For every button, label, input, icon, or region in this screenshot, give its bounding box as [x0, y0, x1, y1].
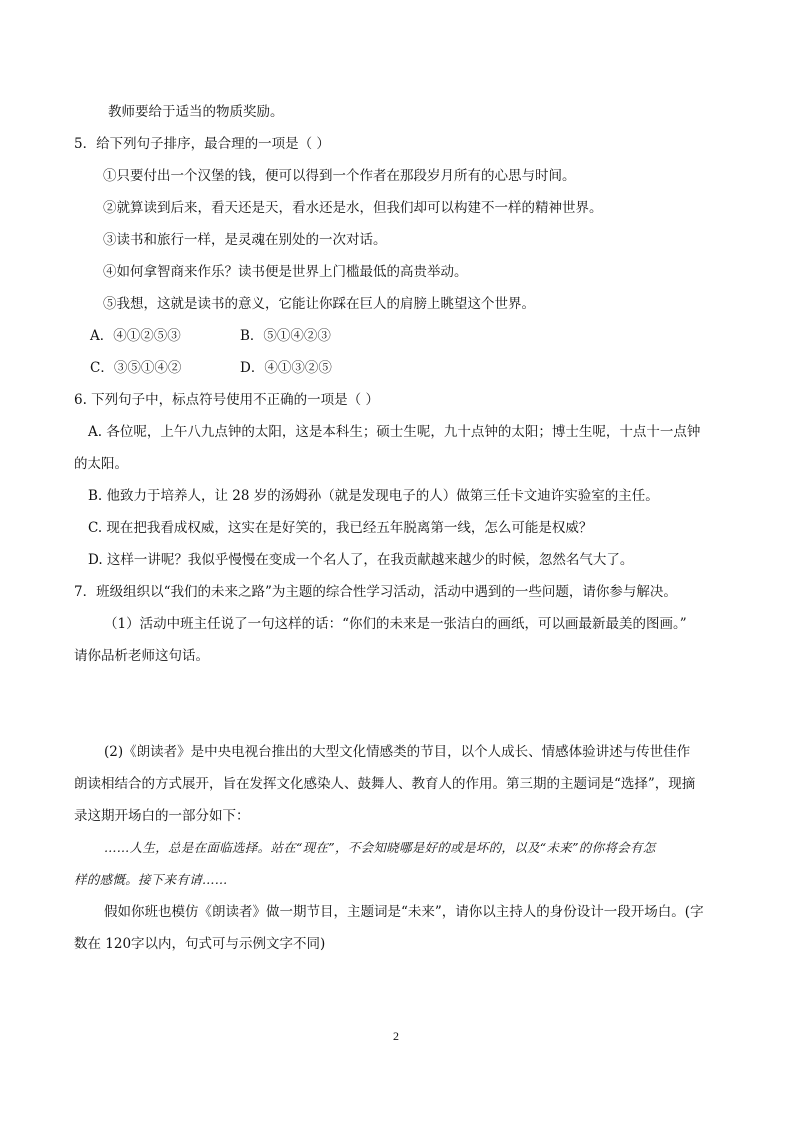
excerpt-line-2: 样的感慨。接下来有请……: [74, 872, 228, 887]
question-6-option-a: A. 各位呢，上午八九点钟的太阳，这是本科生；硕士生呢，九十点钟的太阳；博士生呢，十点十一点钟: [88, 424, 701, 440]
question-6-option-a-cont: 的太阳。: [74, 456, 128, 472]
question-7-task-cont: 数在 120字以内，句式可与示例文字不同): [74, 936, 326, 952]
question-5-stem: 5．给下列句子排序，最合理的一项是（ ）: [74, 136, 330, 152]
question-5-option-d: D．④①③②⑤: [240, 360, 332, 376]
question-7-part-1: （1）活动中班主任说了一句这样的话：“你们的未来是一张洁白的画纸，可以画最新最美的图画。”: [104, 616, 687, 632]
question-5-sentence-4: ④如何拿智商来作乐？读书便是世界上门槛最低的高贵举动。: [103, 264, 468, 280]
question-6-option-c: C. 现在把我看成权威，这实在是好笑的，我已经五年脱离第一线，怎么可能是权威？: [88, 520, 593, 536]
question-5-sentence-5: ⑤我想，这就是读书的意义，它能让你踩在巨人的肩膀上眺望这个世界。: [103, 296, 535, 312]
question-7-part-2-cont-1: 朗读相结合的方式展开，旨在发挥文化感染人、鼓舞人、教育人的作用。第三期的主题词是“选择”，现摘: [74, 776, 696, 792]
page-number: 2: [393, 1029, 399, 1043]
line-continuation: 教师要给于适当的物质奖励。: [108, 104, 284, 120]
question-5-sentence-3: ③读书和旅行一样，是灵魂在别处的一次对话。: [103, 232, 387, 248]
question-7-task: 假如你班也模仿《朗读者》做一期节目，主题词是“未来”，请你以主持人的身份设计一段开场白。(字: [104, 904, 704, 920]
question-7-part-2: (2)《朗读者》是中央电视台推出的大型文化情感类的节目，以个人成长、情感体验讲述与传世佳作: [104, 744, 691, 760]
excerpt-line-1: ……人生，总是在面临选择。站在“现在”，不会知晓哪是好的或是坏的，以及“未来”的你将会有怎: [104, 840, 656, 855]
question-5-sentence-2: ②就算读到后来，看天还是天，看水还是水，但我们却可以构建不一样的精神世界。: [103, 200, 603, 216]
question-6-option-b: B. 他致力于培养人，让 28 岁的汤姆孙（就是发现电子的人）做第三任卡文迪许实验室的主任。: [88, 488, 659, 504]
question-7-part-1-cont: 请你品析老师这句话。: [74, 648, 209, 664]
question-5-option-a: A．④①②⑤③: [90, 328, 181, 344]
question-5-option-b: B．⑤①④②③: [240, 328, 331, 344]
question-6-option-d: D. 这样一讲呢？我似乎慢慢在变成一个名人了，在我贡献越来越少的时候，忽然名气大了。: [88, 552, 634, 568]
question-5-sentence-1: ①只要付出一个汉堡的钱，便可以得到一个作者在那段岁月所有的心思与时间。: [103, 168, 576, 184]
question-5-option-c: C．③⑤①④②: [90, 360, 182, 376]
question-7-part-2-cont-2: 录这期开场白的一部分如下：: [74, 808, 250, 824]
question-6-stem: 6. 下列句子中，标点符号使用不正确的一项是（ ）: [74, 392, 379, 408]
question-7-stem: 7．班级组织以“我们的未来之路”为主题的综合性学习活动，活动中遇到的一些问题，请你参与解决。: [74, 584, 677, 600]
